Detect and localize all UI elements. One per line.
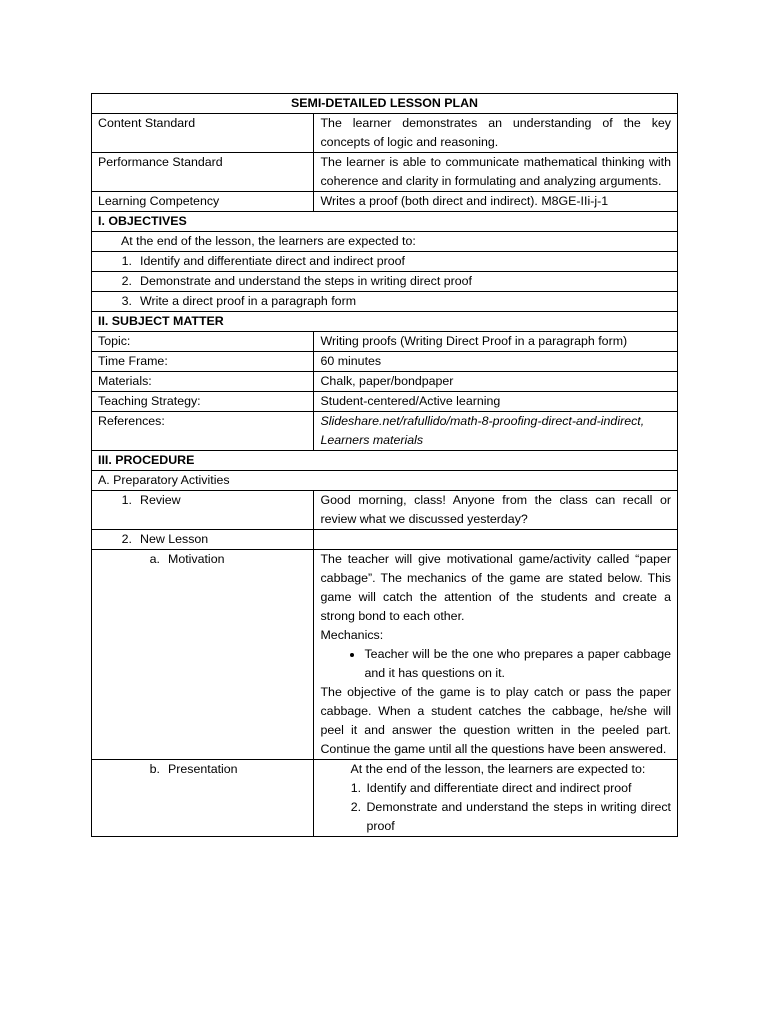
review-num: 1. — [121, 493, 132, 507]
objective-text: Write a direct proof in a paragraph form — [140, 294, 357, 308]
teaching-strategy-label: Teaching Strategy: — [92, 392, 314, 412]
review-row — [92, 491, 678, 530]
topic-label: Topic: — [92, 332, 314, 352]
presentation-row — [92, 760, 678, 837]
mechanics-bullet: • Teacher will be the one who prepares a paper cabbage and it has questions on it. — [364, 645, 671, 683]
learning-competency-row — [92, 192, 678, 212]
presentation-list — [320, 779, 671, 836]
lesson-plan-table — [91, 93, 678, 837]
objective-item — [92, 292, 678, 312]
objective-text: Demonstrate and understand the steps in writing direct proof — [140, 274, 472, 288]
objective-num: 2. — [121, 274, 132, 288]
learning-competency-label: Learning Competency — [92, 192, 314, 212]
preparatory-row — [92, 471, 678, 491]
plan-title: SEMI-DETAILED LESSON PLAN — [92, 94, 678, 114]
motivation-row — [92, 550, 678, 760]
references-row — [92, 412, 678, 451]
presentation-label: Presentation — [168, 762, 238, 776]
presentation-label-cell — [92, 760, 314, 837]
procedure-heading-row — [92, 451, 678, 471]
performance-standard-label: Performance Standard — [92, 153, 314, 192]
subject-matter-heading: II. SUBJECT MATTER — [92, 312, 678, 332]
motivation-label: Motivation — [168, 552, 225, 566]
objective-row — [92, 272, 678, 292]
time-frame-value: 60 minutes — [314, 352, 678, 372]
materials-row — [92, 372, 678, 392]
presentation-num: b. — [149, 762, 160, 776]
references-value: Slideshare.net/rafullido/math-8-proofing-direct-and-indirect, Learners materials — [314, 412, 678, 451]
subject-matter-heading-row — [92, 312, 678, 332]
teaching-strategy-value: Student-centered/Active learning — [314, 392, 678, 412]
new-lesson-num: 2. — [121, 532, 132, 546]
presentation-intro: At the end of the lesson, the learners are expected to: — [350, 762, 646, 776]
objective-num: 1. — [121, 254, 132, 268]
new-lesson-row — [92, 530, 678, 550]
objective-paragraph: The objective of the game is to play catch or pass the paper cabbage. When a student catches the cabbage, he/she will peel it and answer the question written in the peeled part. Continue the game until all the questions have been answered. — [320, 685, 671, 756]
new-lesson-empty — [314, 530, 678, 550]
motivation-label-cell — [92, 550, 314, 760]
new-lesson-label-cell — [92, 530, 314, 550]
review-text: Good morning, class! Anyone from the class can recall or review what we discussed yesterday? — [314, 491, 678, 530]
objective-row — [92, 252, 678, 272]
objective-num: 3. — [121, 294, 132, 308]
topic-row — [92, 332, 678, 352]
objectives-intro-row — [92, 232, 678, 252]
objective-text: Identify and differentiate direct and indirect proof — [140, 254, 405, 268]
presentation-item: 2. Demonstrate and understand the steps in writing direct proof — [364, 798, 671, 836]
teaching-strategy-row — [92, 392, 678, 412]
content-standard-value: The learner demonstrates an understanding of the key concepts of logic and reasoning. — [314, 114, 678, 153]
presentation-content — [314, 760, 678, 837]
content-standard-label: Content Standard — [92, 114, 314, 153]
objective-item — [92, 252, 678, 272]
time-frame-label: Time Frame: — [92, 352, 314, 372]
presentation-item: 1. Identify and differentiate direct and indirect proof — [364, 779, 671, 798]
mechanics-label: Mechanics: — [320, 628, 384, 642]
objectives-heading-row — [92, 212, 678, 232]
mechanics-list — [320, 645, 671, 683]
review-label-cell — [92, 491, 314, 530]
objective-row — [92, 292, 678, 312]
objective-item — [92, 272, 678, 292]
time-frame-row — [92, 352, 678, 372]
references-label: References: — [92, 412, 314, 451]
objectives-heading: I. OBJECTIVES — [92, 212, 678, 232]
title-row — [92, 94, 678, 114]
motivation-content — [314, 550, 678, 760]
topic-value: Writing proofs (Writing Direct Proof in a paragraph form) — [314, 332, 678, 352]
motivation-num: a. — [149, 552, 160, 566]
new-lesson-label: New Lesson — [140, 532, 209, 546]
materials-label: Materials: — [92, 372, 314, 392]
preparatory-activities: A. Preparatory Activities — [92, 471, 678, 491]
performance-standard-value: The learner is able to communicate mathematical thinking with coherence and clarity in formulating and analyzing arguments. — [314, 153, 678, 192]
performance-standard-row — [92, 153, 678, 192]
procedure-heading: III. PROCEDURE — [92, 451, 678, 471]
materials-value: Chalk, paper/bondpaper — [314, 372, 678, 392]
review-label: Review — [140, 493, 181, 507]
motivation-paragraph: The teacher will give motivational game/activity called “paper cabbage”. The mechanics of the game are stated below. This game will catch the attention of the students and create a strong bond to each other. — [320, 552, 671, 623]
content-standard-row — [92, 114, 678, 153]
learning-competency-value: Writes a proof (both direct and indirect). M8GE-IIi-j-1 — [314, 192, 678, 212]
objectives-intro: At the end of the lesson, the learners are expected to: — [92, 232, 678, 252]
